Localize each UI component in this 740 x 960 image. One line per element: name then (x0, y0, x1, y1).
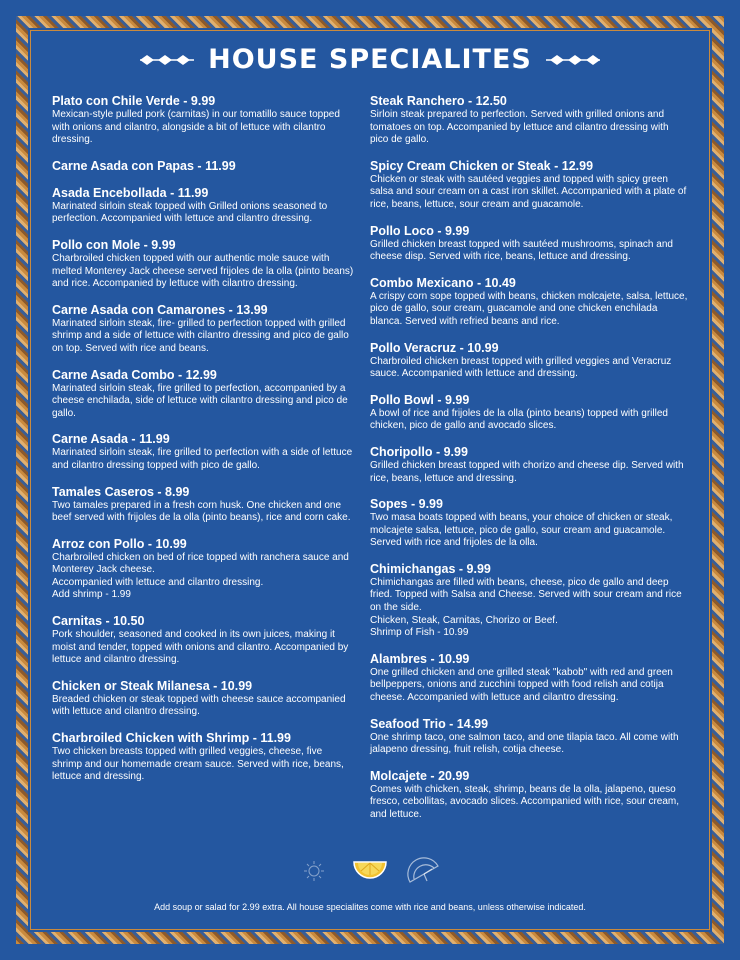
item-description: Two chicken breasts topped with grilled veggies, cheese, five shrimp and our homemade cream sauce. Served with rice, beans, lettuce and dressing. (52, 746, 344, 783)
item-title: Pollo Loco - 9.99 (370, 223, 470, 238)
menu-item (370, 159, 688, 212)
menu-item (370, 393, 688, 433)
item-description: Comes with chicken, steak, shrimp, beans de la olla, jalapeno, queso fresco, cebollitas, avocado slices. Accompanied with rice, sour cream, and lettuce. (370, 783, 680, 820)
item-title: Choripollo - 9.99 (370, 444, 468, 459)
item-title: Tamales Caseros - 8.99 (52, 484, 190, 499)
menu-item (370, 341, 688, 381)
menu-item (52, 731, 354, 784)
item-title: Alambres - 10.99 (370, 651, 470, 666)
item-title: Pollo Bowl - 9.99 (370, 392, 470, 407)
item-description: Marinated sirloin steak topped with Grilled onions seasoned to perfection. Accompanied with lettuce and cilantro dressing. (52, 200, 328, 225)
menu-item (52, 159, 354, 174)
menu-item (370, 224, 688, 264)
menu-item (370, 717, 688, 757)
item-title: Spicy Cream Chicken or Steak - 12.99 (370, 158, 594, 173)
menu-item (370, 562, 688, 640)
item-title: Chimichangas - 9.99 (370, 561, 491, 576)
menu-item (52, 303, 354, 356)
item-description: Charbroiled chicken breast topped with grilled veggies and Veracruz sauce. Accompanied with lettuce and dressing. (370, 355, 672, 380)
menu-item (52, 94, 354, 147)
left-diamond-ornament-icon (140, 54, 194, 66)
menu-item (370, 769, 688, 822)
item-title: Sopes - 9.99 (370, 497, 443, 512)
menu-item (370, 497, 688, 550)
item-title: Chicken or Steak Milanesa - 10.99 (52, 678, 253, 693)
item-description: Pork shoulder, seasoned and cooked in its own juices, making it moist and tender, topped with onions and cilantro. Accompanied by lettuce and cilantro dressing. (52, 629, 349, 666)
item-description: Grilled chicken breast topped with sautéed mushrooms, spinach and cheese disp. Served with rice, beans, lettuce and dressing. (370, 238, 673, 263)
item-description: Chicken or steak with sautéed veggies and topped with spicy green salsa and sour cream on a cast iron skillet. Accompanied with a plate of rice, beans, lettuce, sour cream and guacamole. (370, 173, 687, 210)
item-description: Sirloin steak prepared to perfection. Served with grilled onions and tomatoes on top. Accompanied by lettuce and cilantro dressing with pico de gallo. (370, 109, 669, 146)
item-title: Steak Ranchero - 12.50 (370, 94, 507, 108)
item-title: Carne Asada Combo - 12.99 (52, 367, 217, 382)
item-description: One shrimp taco, one salmon taco, and one tilapia taco. All come with jalapeno dressing, fruit relish, cotija cheese. (370, 731, 679, 756)
item-description: Marinated sirloin steak, fire grilled to perfection, accompanied by a cheese enchilada, side of lettuce with cilantro dressing and pico de gallo. (52, 382, 348, 419)
menu-item (52, 679, 354, 719)
item-title: Charbroiled Chicken with Shrimp - 11.99 (52, 731, 291, 746)
item-title: Carnitas - 10.50 (52, 614, 145, 629)
menu-item (370, 276, 688, 329)
menu-item (52, 485, 354, 525)
item-description: Chimichangas are filled with beans, cheese, pico de gallo and deep fried. Topped with Salsa and Cheese. Served with sour cream and rice on the side. Chicken, Steak, Carnitas, Chorizo or Beef. Shrimp of Fish - 10.99 (370, 576, 682, 639)
item-title: Seafood Trio - 14.99 (370, 716, 489, 731)
item-title: Arroz con Pollo - 10.99 (52, 536, 187, 551)
item-title: Carne Asada - 11.99 (52, 432, 170, 447)
menu-item (52, 537, 354, 602)
menu-item (370, 94, 688, 147)
lime-slice-outline-icon (408, 858, 438, 882)
item-description: A crispy corn sope topped with beans, chicken molcajete, salsa, lettuce, pico de gallo, sour cream, guacamole and one chicken enchilada blanca. Served with refried beans and rice. (370, 290, 688, 327)
item-description: Marinated sirloin steak, fire- grilled to perfection topped with grilled shrimp and a side of lettuce with cilantro dressing and pico de gallo on top. Served with rice and beans. (52, 317, 349, 354)
left-column (52, 94, 354, 796)
item-title: Carne Asada con Camarones - 13.99 (52, 302, 268, 317)
decorative-icons (300, 852, 450, 886)
sun-outline-icon (304, 861, 324, 881)
menu-item (52, 238, 354, 291)
item-description: Two masa boats topped with beans, your choice of chicken or steak, molcajete salsa, lettuce, pico de gallo, sour cream and guacamole. Served with rice and frijoles de la olla. (370, 512, 673, 549)
lemon-slice-icon (354, 862, 386, 878)
menu-item (52, 614, 354, 667)
item-description: A bowl of rice and frijoles de la olla (pinto beans) topped with grilled chicken, pico de gallo and avocado slices. (370, 407, 668, 432)
menu-item (52, 432, 354, 472)
item-description: Two tamales prepared in a fresh corn husk. One chicken and one beef served with frijoles de la olla (pinto beans), rice and corn cake. (52, 499, 351, 524)
menu-item (370, 445, 688, 485)
item-title: Combo Mexicano - 10.49 (370, 275, 516, 290)
right-column (370, 94, 688, 834)
page-title: HOUSE SPECIALITES (208, 44, 532, 75)
item-description: Charbroiled chicken topped with our authentic mole sauce with melted Monterey Jack cheese served frijoles de la olla (pinto beans) and rice. Accompanied by lettuce with cilantro dressing. (52, 252, 354, 290)
item-description: Breaded chicken or steak topped with cheese sauce accompanied with lettuce and cilantro dressing. (52, 693, 346, 718)
title-row (0, 44, 740, 75)
item-description: Marinated sirloin steak, fire grilled to perfection with a side of lettuce and cilantro dressing topped with pico de gallo. (52, 447, 353, 471)
footer-note: Add soup or salad for 2.99 extra. All house specialites come with rice and beans, unless otherwise indicated. (154, 902, 586, 912)
item-title: Pollo Veracruz - 10.99 (370, 340, 499, 355)
item-title: Molcajete - 20.99 (370, 768, 470, 783)
item-description: Grilled chicken breast topped with chorizo and cheese dip. Served with rice, beans, lettuce and dressing. (370, 459, 684, 484)
item-description: One grilled chicken and one grilled steak "kabob" with red and green bellpeppers, onions and zucchini topped with food relish and cotija cheese. Accompanied with lettuce and cilantro dressing. (370, 666, 673, 704)
right-diamond-ornament-icon (546, 54, 600, 66)
item-title: Carne Asada con Papas - 11.99 (52, 158, 236, 173)
item-title: Plato con Chile Verde - 9.99 (52, 94, 216, 108)
item-description: Mexican-style pulled pork (carnitas) in our tomatillo sauce topped with onions and cilantro, alongside a bit of lettuce with cilantro dressing. (52, 109, 340, 146)
menu-item (52, 186, 354, 226)
menu-item (370, 652, 688, 705)
item-title: Pollo con Mole - 9.99 (52, 237, 176, 252)
item-title: Asada Encebollada - 11.99 (52, 185, 209, 200)
menu-item (52, 368, 354, 421)
item-description: Charbroiled chicken on bed of rice topped with ranchera sauce and Monterey Jack cheese. Accompanied with lettuce and cilantro dressing. Add shrimp - 1.99 (52, 551, 349, 601)
